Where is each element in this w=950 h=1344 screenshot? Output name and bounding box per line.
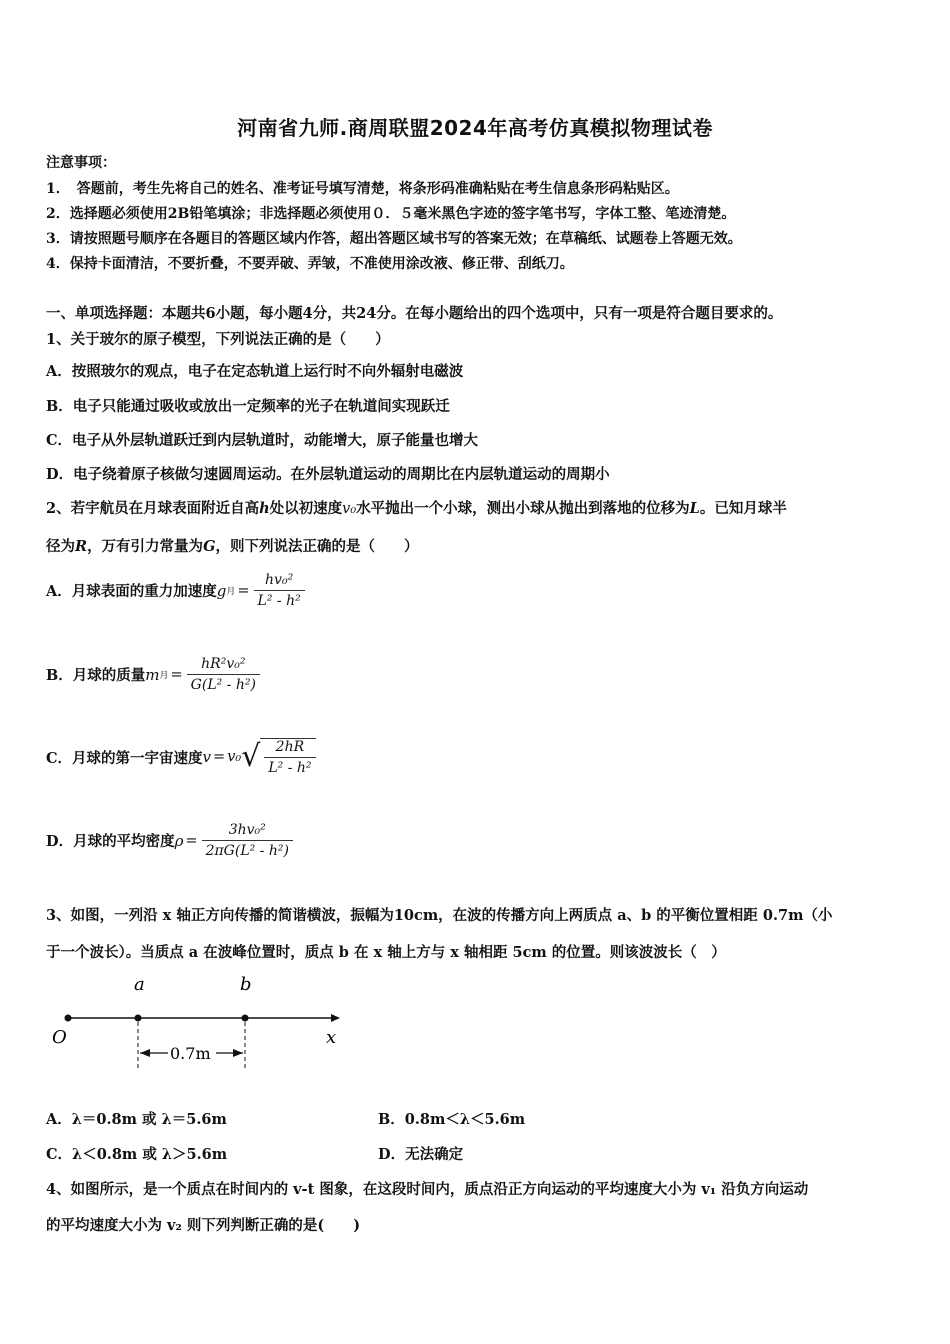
fraction-denominator: L² - h² <box>268 760 312 776</box>
section-heading: 一、单项选择题：本题共6小题，每小题4分，共24分。在每小题给出的四个选项中，只有一项是符合题目要求的。 <box>46 305 783 322</box>
dim-arrow-left <box>140 1049 150 1057</box>
q2-text: 水平抛出一个小球，测出小球从抛出到落地的位移为 <box>356 500 690 517</box>
q3-stem-line2: 于一个波长）。当质点 a 在波峰位置时，质点 b 在 x 轴上方与 x 轴相距 5cm 的位置。则该波波长（ ） <box>46 944 726 961</box>
q1-option-b: B．电子只能通过吸收或放出一定频率的光子在轨道间实现跃迁 <box>46 398 450 415</box>
dim-arrow-right <box>233 1049 243 1057</box>
notice-item-2: 2．选择题必须使用2B铅笔填涂；非选择题必须使用０．５毫米黑色字迹的签字笔书写，字体工整、笔迹清楚。 <box>46 206 736 222</box>
fraction <box>254 572 305 609</box>
q2-text: ，万有引力常量为 <box>87 538 204 555</box>
q2-stem-line1 <box>46 497 787 518</box>
q1-stem: 1、关于玻尔的原子模型，下列说法正确的是（ ） <box>46 331 390 348</box>
formula-symbol: v <box>202 748 212 766</box>
q2-var-h: h <box>259 500 270 517</box>
q2-var-L: L <box>689 500 700 517</box>
formula-symbol: ρ <box>174 831 184 850</box>
fraction-numerator: hv₀² <box>254 572 305 591</box>
formula-symbol: m <box>145 665 160 684</box>
q3-wave-figure <box>46 968 356 1078</box>
notice-item-3: 3．请按照题号顺序在各题目的答题区域内作答，超出答题区域书写的答案无效；在草稿纸、试题卷上答题无效。 <box>46 231 742 247</box>
fraction-denominator: 2πG(L² - h²) <box>205 843 289 859</box>
q2-text: 径为 <box>46 538 75 555</box>
formula-symbol: g <box>216 581 227 600</box>
label-origin: O <box>52 1027 67 1048</box>
notice-heading: 注意事项： <box>46 155 116 171</box>
fraction-numerator: hR²v₀² <box>187 656 260 675</box>
fraction-denominator: G(L² - h²) <box>190 677 256 693</box>
formula-subscript: 月 <box>226 587 236 597</box>
fraction-denominator: L² - h² <box>257 593 301 609</box>
q2-text: 处以初速度 <box>269 500 343 517</box>
q2-option-c-formula: v = v₀ √ $\frac{2hR}{\text{L² - h²}}$ <box>203 738 316 776</box>
q2-var-R: R <box>75 538 88 555</box>
q2-text: 。已知月球半 <box>699 500 787 517</box>
q2-option-d <box>46 822 293 859</box>
fraction-numerator: 2hR <box>264 739 315 758</box>
formula-subscript: 月 <box>159 671 169 681</box>
q2-option-a-formula: g 月 = $\frac{\text{hv₀²}}{\text{L² - h²}}$ <box>217 572 305 609</box>
q3-option-c: C．λ＜0.8m 或 λ＞5.6m <box>46 1146 228 1163</box>
q2-option-a-text: A．月球表面的重力加速度 <box>46 583 217 600</box>
square-root: √ $\frac{2hR}{\text{L² - h²}}$ <box>241 738 315 776</box>
q2-text: 2、若宇航员在月球表面附近自高 <box>46 500 260 517</box>
q2-option-d-formula: ρ = $\frac{\text{3hv₀²}}{\text{2πG(L² - h²)}}$ <box>175 822 293 859</box>
x-axis-arrow <box>331 1014 340 1022</box>
label-b: b <box>240 974 252 995</box>
q3-option-b: B．0.8m＜λ＜5.6m <box>378 1111 526 1128</box>
q2-option-b-formula: m 月 = $\frac{\text{hR²v₀²}}{\text{G(L² - h²)}}$ <box>145 656 260 693</box>
q2-option-d-text: D．月球的平均密度 <box>46 833 175 850</box>
fraction <box>264 739 315 776</box>
q4-stem-line2: 的平均速度大小为 v₂ 则下列判断正确的是( ) <box>46 1217 361 1234</box>
point-b <box>242 1015 249 1022</box>
fraction-numerator: 3hv₀² <box>202 822 293 841</box>
q2-var-G: G <box>203 538 216 555</box>
q2-option-a <box>46 572 305 609</box>
q2-var-v0: v₀ <box>342 501 357 517</box>
label-distance: 0.7m <box>170 1044 211 1063</box>
formula-term: v₀ <box>227 749 242 765</box>
notice-item-1: 1． 答题前，考生先将自己的姓名、准考证号填写清楚，将条形码准确粘贴在考生信息条形码粘贴区。 <box>46 181 679 197</box>
q3-stem-line1: 3、如图，一列沿 x 轴正方向传播的简谐横波，振幅为10cm，在波的传播方向上两质点 a、b 的平衡位置相距 0.7m（小 <box>46 907 833 924</box>
q2-option-c <box>46 738 316 776</box>
q1-option-c: C．电子从外层轨道跃迁到内层轨道时，动能增大，原子能量也增大 <box>46 432 479 449</box>
notice-item-4: 4．保持卡面清洁，不要折叠，不要弄破、弄皱，不准使用涂改液、修正带、刮纸刀。 <box>46 256 574 272</box>
q1-option-d: D．电子绕着原子核做匀速圆周运动。在外层轨道运动的周期比在内层轨道运动的周期小 <box>46 466 610 483</box>
label-x: x <box>326 1027 337 1048</box>
q2-option-c-text: C．月球的第一宇宙速度 <box>46 749 203 767</box>
fraction <box>202 822 293 859</box>
q2-stem-line2 <box>46 535 418 556</box>
fraction <box>187 656 260 693</box>
q3-option-d: D．无法确定 <box>378 1146 464 1163</box>
q2-text: ，则下列说法正确的是（ ） <box>215 538 419 555</box>
q2-option-b-text: B．月球的质量 <box>46 667 146 684</box>
page-title: 河南省九师.商周联盟2024年高考仿真模拟物理试卷 <box>237 116 713 140</box>
label-a: a <box>134 974 145 995</box>
point-a <box>135 1015 142 1022</box>
q4-stem-line1: 4、如图所示，是一个质点在时间内的 v-t 图象，在这段时间内，质点沿正方向运动的平均速度大小为 v₁ 沿负方向运动 <box>46 1181 809 1198</box>
q1-option-a: A．按照玻尔的观点，电子在定态轨道上运行时不向外辐射电磁波 <box>46 363 464 380</box>
q3-option-a: A．λ＝0.8m 或 λ＝5.6m <box>46 1111 227 1128</box>
q2-option-b <box>46 656 260 693</box>
origin-point <box>65 1015 72 1022</box>
